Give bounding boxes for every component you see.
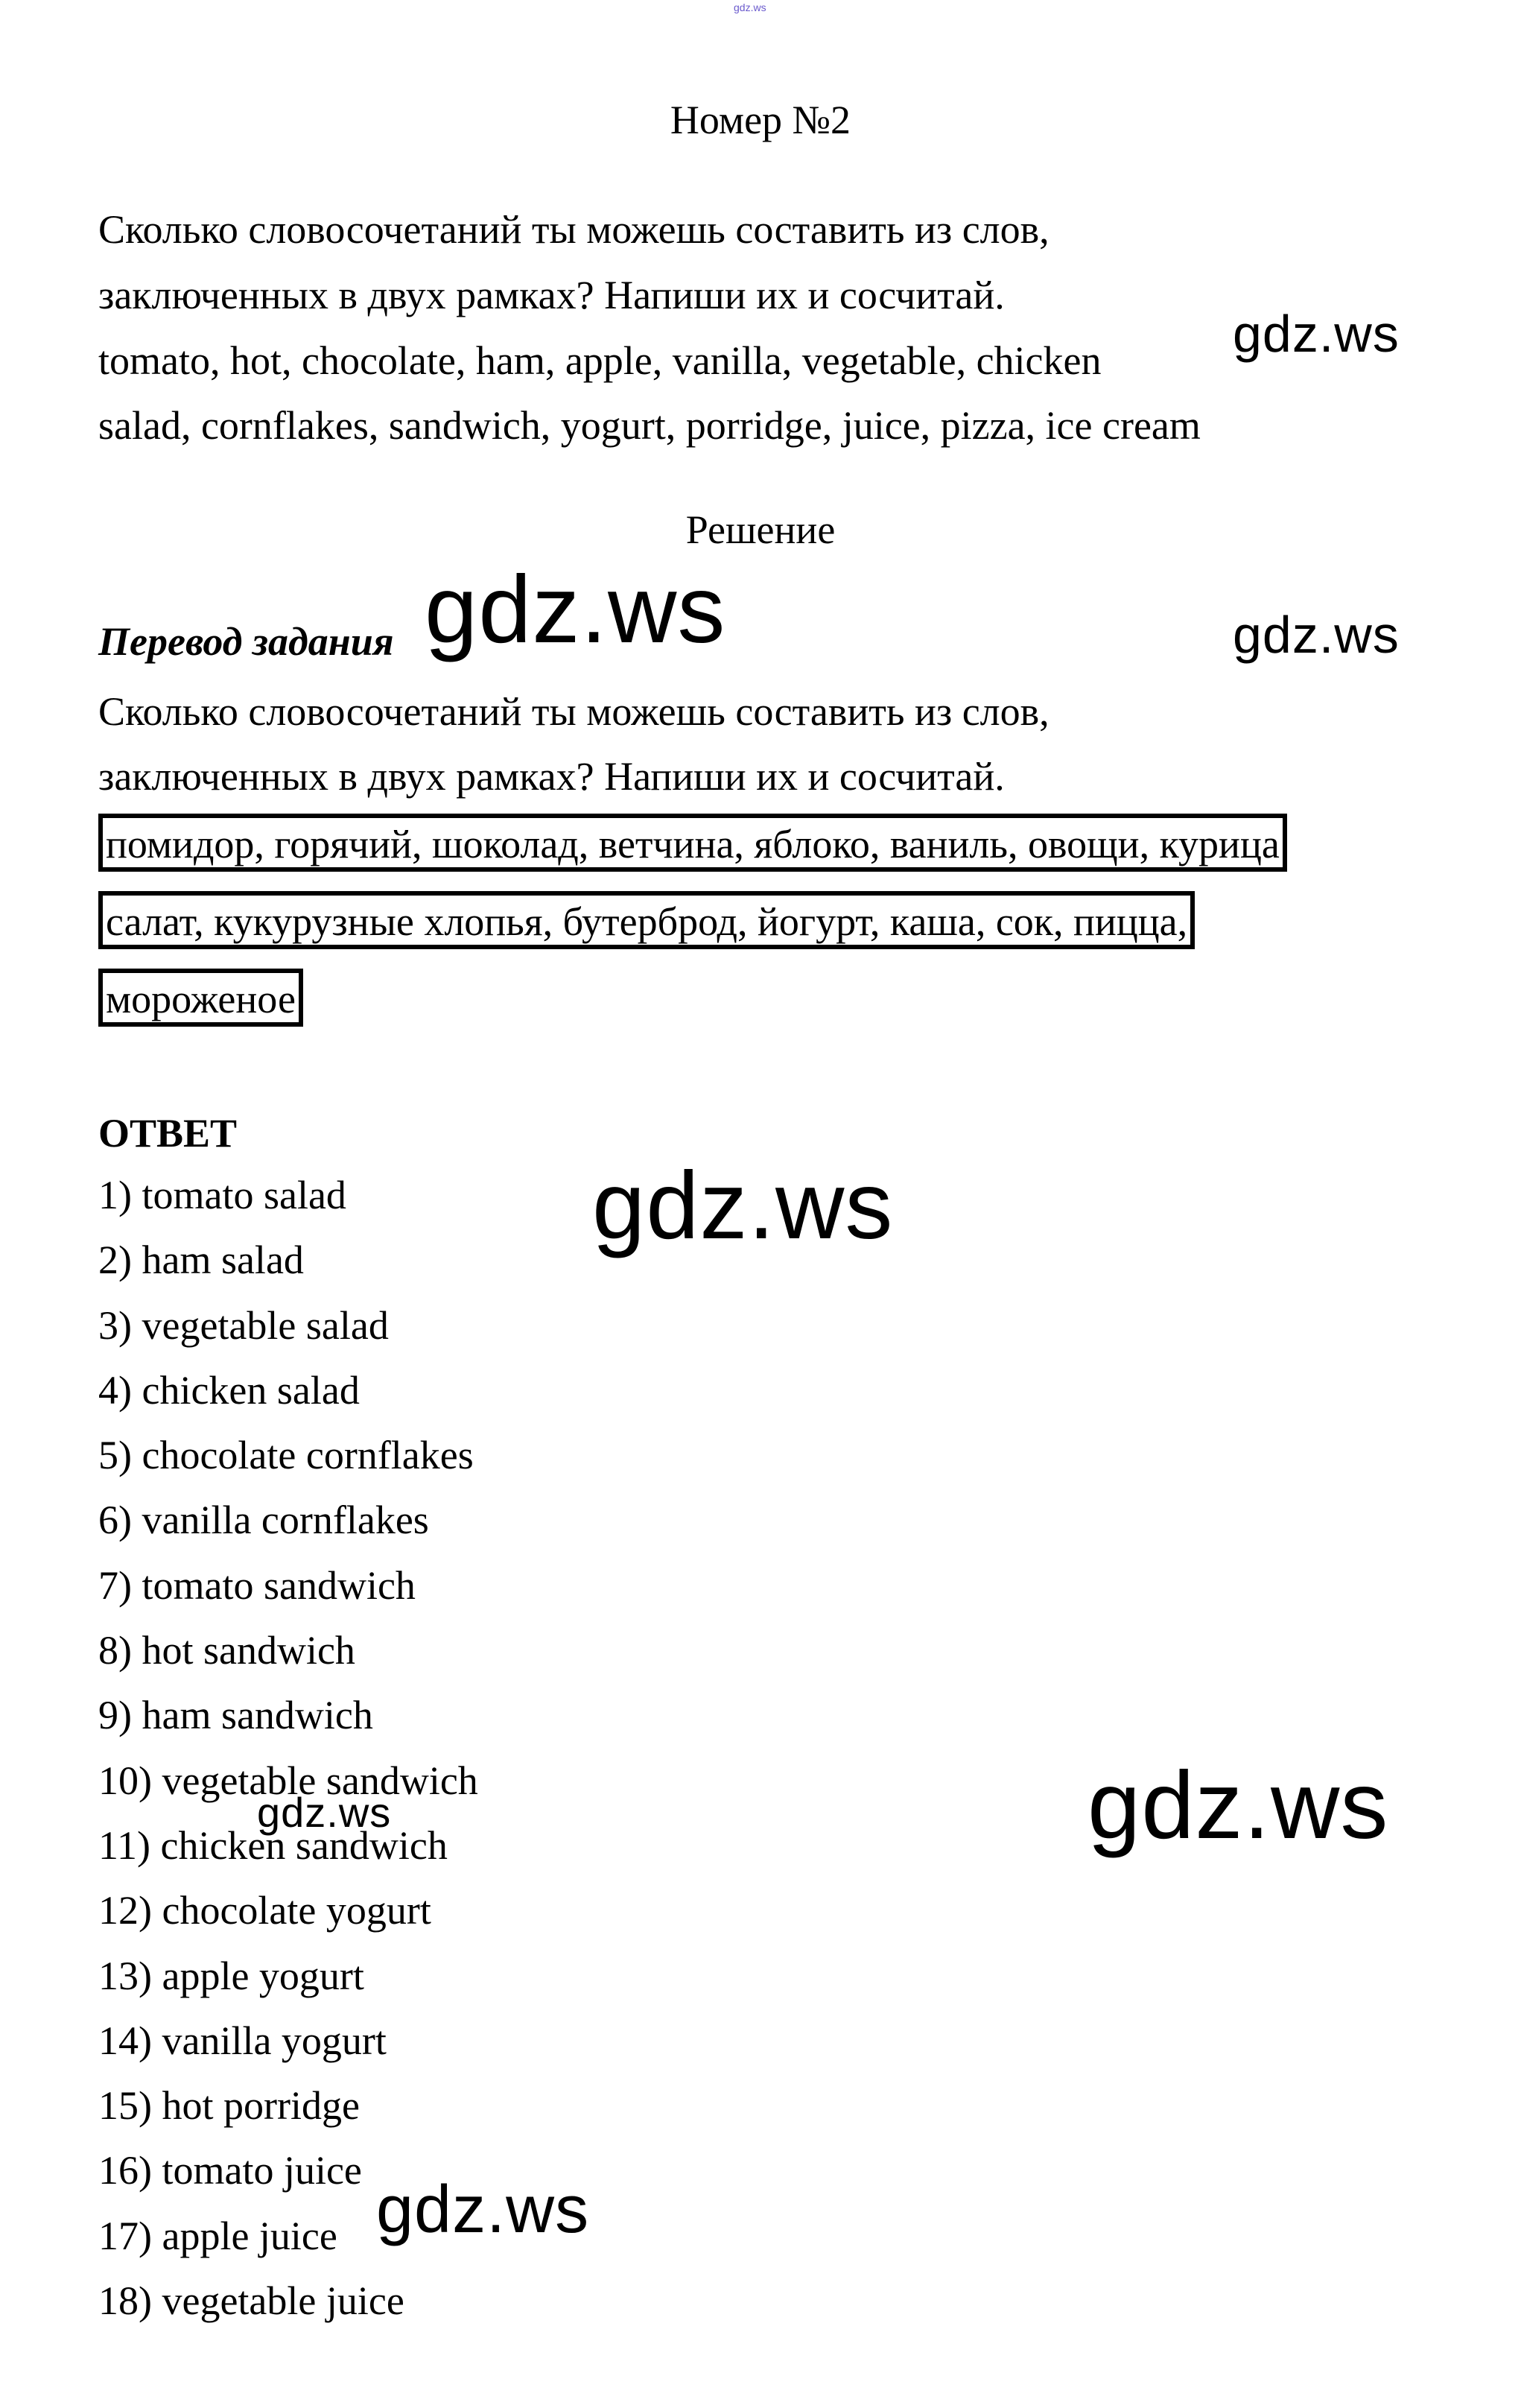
translation-line: Сколько словосочетаний ты можешь составить из слов,	[98, 689, 1050, 734]
answer-item: 8) hot sandwich	[98, 1628, 355, 1673]
answer-item: 11) chicken sandwich	[98, 1822, 448, 1868]
answer-item: 2) ham salad	[98, 1238, 304, 1283]
word-box: помидор, горячий, шоколад, ветчина, яблоко, ваниль, овощи, курица	[98, 814, 1287, 872]
task-line: Сколько словосочетаний ты можешь составить из слов,	[98, 207, 1050, 252]
translation-heading: Перевод задания	[98, 619, 394, 664]
task-words-line: salad, cornflakes, sandwich, yogurt, porridge, juice, pizza, ice cream	[98, 403, 1201, 448]
word-box: мороженое	[98, 969, 303, 1027]
watermark: gdz.ws	[1233, 305, 1400, 363]
page-title: Номер №2	[670, 98, 851, 142]
answer-item: 16) tomato juice	[98, 2148, 362, 2193]
watermark: gdz.ws	[376, 2173, 590, 2247]
answer-item: 14) vanilla yogurt	[98, 2018, 387, 2063]
watermark: gdz.ws	[425, 557, 726, 663]
answer-item: 7) tomato sandwich	[98, 1562, 416, 1608]
solution-heading: Решение	[685, 507, 836, 552]
answer-item: 9) ham sandwich	[98, 1693, 373, 1738]
answer-item: 4) chicken salad	[98, 1367, 360, 1413]
word-box: салат, кукурузные хлопья, бутерброд, йогурт, каша, сок, пицца,	[98, 891, 1195, 949]
watermark: gdz.ws	[1087, 1752, 1389, 1859]
answer-item: 12) chocolate yogurt	[98, 1888, 431, 1933]
watermark: gdz.ws	[257, 1789, 392, 1836]
answer-item: 1) tomato salad	[98, 1173, 346, 1217]
translation-line: заключенных в двух рамках? Напиши их и сосчитай.	[98, 754, 1005, 799]
watermark: gdz.ws	[1233, 606, 1400, 664]
task-words-line: tomato, hot, chocolate, ham, apple, vanilla, vegetable, chicken	[98, 338, 1102, 383]
answer-item: 5) chocolate cornflakes	[98, 1433, 474, 1478]
answer-heading: ОТВЕТ	[98, 1111, 238, 1156]
answer-item: 13) apple yogurt	[98, 1953, 364, 1998]
answer-item: 15) hot porridge	[98, 2083, 360, 2129]
watermark: gdz.ws	[592, 1153, 894, 1259]
answer-item: 6) vanilla cornflakes	[98, 1498, 429, 1543]
top-watermark: gdz.ws	[734, 1, 766, 13]
answer-item: 17) apple juice	[98, 2213, 337, 2258]
answer-item: 10) vegetable sandwich	[98, 1758, 478, 1803]
answer-item: 18) vegetable juice	[98, 2278, 404, 2324]
answer-item: 3) vegetable salad	[98, 1302, 389, 1348]
answer-list	[98, 1171, 478, 2342]
task-line: заключенных в двух рамках? Напиши их и сосчитай.	[98, 273, 1005, 317]
